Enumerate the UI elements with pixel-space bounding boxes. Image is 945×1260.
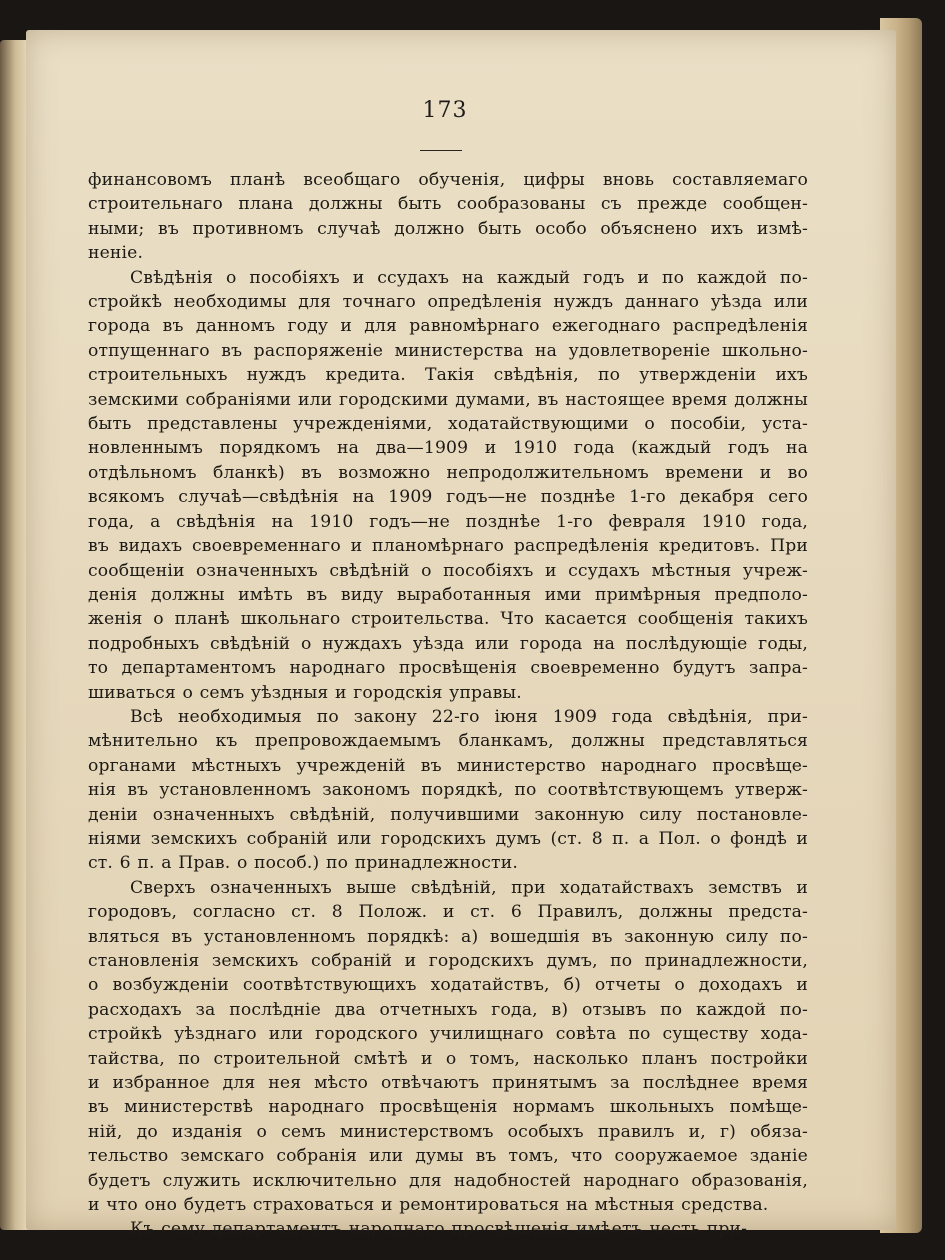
text-line: года, а свѣдѣнія на 1910 годъ—не позднѣе 1-го февраля 1910 года, bbox=[88, 511, 808, 532]
text-line: тайства, по строительной смѣтѣ и о томъ, насколько планъ постройки bbox=[88, 1048, 808, 1069]
text-line: ными; въ противномъ случаѣ должно быть особо объяснено ихъ измѣ- bbox=[88, 218, 808, 239]
text-line: отпущеннаго въ распоряженіе министерства на удовлетвореніе школьно- bbox=[88, 340, 808, 361]
paragraph bbox=[88, 168, 808, 266]
text-line: въ министерствѣ народнаго просвѣщенія нормамъ школьныхъ помѣще- bbox=[88, 1097, 808, 1118]
text-line: Всѣ необходимыя по закону 22-го іюня 1909 года свѣдѣнія, при- bbox=[130, 706, 808, 727]
text-line: будетъ служить исключительно для надобностей народнаго образованія, bbox=[88, 1170, 808, 1191]
text-line: тельство земскаго собранія или думы въ томъ, что сооружаемое зданіе bbox=[88, 1146, 808, 1167]
text-line: финансовомъ планѣ всеобщаго обученія, цифры вновь составляемаго bbox=[88, 170, 808, 190]
text-line: города въ данномъ году и для равномѣрнаго ежегоднаго распредѣленія bbox=[88, 316, 808, 337]
paragraph bbox=[88, 266, 808, 705]
text-line: строительныхъ нуждъ кредита. Такія свѣдѣнія, по утвержденіи ихъ bbox=[88, 365, 808, 386]
text-line: подробныхъ свѣдѣній о нуждахъ уѣзда или города на послѣдующіе годы, bbox=[88, 633, 808, 654]
text-line: деніи означенныхъ свѣдѣній, получившими законную силу постановле- bbox=[88, 804, 808, 825]
body-text bbox=[88, 168, 808, 1242]
text-line: неніе. bbox=[88, 243, 144, 264]
text-line: всякомъ случаѣ—свѣдѣнія на 1909 годъ—не позднѣе 1-го декабря сего bbox=[88, 487, 808, 508]
paragraph bbox=[88, 876, 808, 1218]
text-line: женія о планѣ школьнаго строительства. Что касается сообщенія такихъ bbox=[88, 609, 808, 630]
text-line: новленнымъ порядкомъ на два—1909 и 1910 года (каждый годъ на bbox=[88, 438, 808, 459]
text-line: нія въ установленномъ закономъ порядкѣ, по соотвѣтствующемъ утверж- bbox=[88, 780, 808, 801]
text-line: ніями земскихъ собраній или городскихъ думъ (ст. 8 п. а Пол. о фондѣ и bbox=[88, 828, 808, 849]
text-line: денія должны имѣть въ виду выработанныя ими примѣрныя предполо- bbox=[88, 584, 808, 605]
text-line: стройкѣ уѣзднаго или городского училищнаго совѣта по существу хода- bbox=[88, 1024, 808, 1045]
text-line: становленія земскихъ собраній и городскихъ думъ, по принадлежности, bbox=[88, 951, 808, 971]
text-line: городовъ, согласно ст. 8 Полож. и ст. 6 Правилъ, должны предста- bbox=[88, 902, 808, 923]
text-line: быть представлены учрежденіями, ходатайствующими о пособіи, уста- bbox=[88, 414, 808, 435]
text-line: о возбужденіи соотвѣтствующихъ ходатайствъ, б) отчеты о доходахъ и bbox=[88, 975, 808, 996]
page-number-underline bbox=[420, 150, 462, 151]
paragraph bbox=[88, 705, 808, 876]
text-line: и что оно будетъ страховаться и ремонтироваться на мѣстныя средства. bbox=[88, 1195, 769, 1216]
text-line: сообщеніи означенныхъ свѣдѣній о пособіяхъ и ссудахъ мѣстныя учреж- bbox=[88, 560, 808, 581]
text-line: вляться въ установленномъ порядкѣ: а) вошедшія въ законную силу по- bbox=[88, 926, 808, 947]
text-line: ній, до изданія о семъ министерствомъ особыхъ правилъ и, г) обяза- bbox=[88, 1121, 808, 1142]
text-line: ст. 6 п. а Прав. о пособ.) по принадлежности. bbox=[88, 853, 518, 874]
text-line: Сверхъ означенныхъ выше свѣдѣній, при ходатайствахъ земствъ и bbox=[130, 877, 808, 898]
text-line: и избранное для нея мѣсто отвѣчаютъ принятымъ за послѣднее время bbox=[88, 1073, 808, 1094]
text-line: органами мѣстныхъ учрежденій въ министерство народнаго просвѣще- bbox=[88, 755, 808, 776]
text-line: стройкѣ необходимы для точнаго опредѣленія нуждъ даннаго уѣзда или bbox=[88, 292, 808, 313]
text-line: земскими собраніями или городскими думами, въ настоящее время должны bbox=[88, 389, 808, 410]
page-number: 173 bbox=[422, 98, 468, 123]
text-line: Свѣдѣнія о пособіяхъ и ссудахъ на каждый годъ и по каждой по- bbox=[130, 267, 808, 288]
text-line: шиваться о семъ уѣздныя и городскія управы. bbox=[88, 682, 522, 703]
text-line: расходахъ за послѣдніе два отчетныхъ года, в) отзывъ по каждой по- bbox=[88, 999, 808, 1020]
text-line: Къ сему департаментъ народнаго просвѣщенія имѣетъ честь при- bbox=[130, 1219, 748, 1240]
text-line: то департаментомъ народнаго просвѣщенія своевременно будутъ запра- bbox=[88, 658, 808, 679]
text-line: въ видахъ своевременнаго и планомѣрнаго распредѣленія кредитовъ. При bbox=[88, 536, 808, 557]
text-line: строительнаго плана должны быть сообразованы съ прежде сообщен- bbox=[88, 194, 808, 215]
text-line: мѣнительно къ препровождаемымъ бланкамъ, должны представляться bbox=[88, 731, 808, 752]
text-line: отдѣльномъ бланкѣ) въ возможно непродолжительномъ времени и во bbox=[88, 462, 808, 483]
paragraph bbox=[88, 1217, 808, 1241]
